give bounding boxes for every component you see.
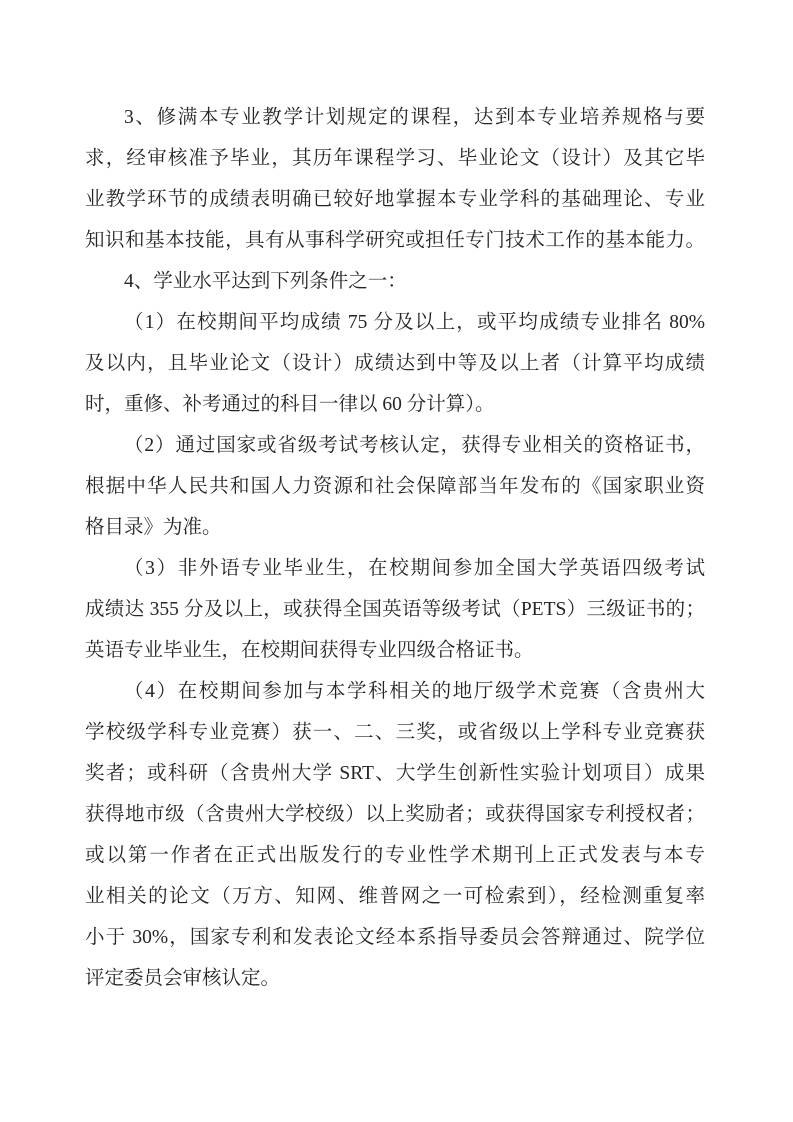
text-line: 业相关的论文（万方、知网、维普网之一可检索到），经检测重复率 (85, 886, 705, 907)
paragraph-item-4-heading (85, 261, 705, 302)
text-line: 学校级学科专业竞赛）获一、二、三奖，或省级以上学科专业竞赛获 (85, 722, 705, 743)
paragraph-item-4-sub-1 (85, 302, 705, 425)
text-line: 业教学环节的成绩表明确已较好地掌握本专业学科的基础理论、专业 (85, 189, 705, 210)
text-line: （4）在校期间参加与本学科相关的地厅级学术竞赛（含贵州大 (124, 681, 705, 702)
text-line: 或以第一作者在正式出版发行的专业性学术期刊上正式发表与本专 (85, 845, 705, 866)
text-line: 格目录》为准。 (85, 517, 222, 538)
text-line: 根据中华人民共和国人力资源和社会保障部当年发布的《国家职业资 (85, 476, 705, 497)
paragraph-item-4-sub-4 (85, 671, 705, 999)
text-line: 3、修满本专业教学计划规定的课程，达到本专业培养规格与要 (124, 107, 705, 128)
text-line: 奖者；或科研（含贵州大学 SRT、大学生创新性实验计划项目）成果 (85, 763, 705, 784)
text-line: 成绩达 355 分及以上，或获得全国英语等级考试（PETS）三级证书的； (85, 599, 705, 620)
text-line: 及以内，且毕业论文（设计）成绩达到中等及以上者（计算平均成绩 (85, 353, 705, 374)
text-line: 4、学业水平达到下列条件之一： (124, 271, 407, 292)
text-line: 英语专业毕业生，在校期间获得专业四级合格证书。 (85, 640, 534, 661)
document-body (85, 97, 705, 999)
text-line: （3）非外语专业毕业生，在校期间参加全国大学英语四级考试 (124, 558, 705, 579)
text-line: 时，重修、补考通过的科目一律以 60 分计算）。 (85, 394, 495, 415)
text-line: （2）通过国家或省级考试考核认定，获得专业相关的资格证书， (124, 435, 705, 456)
text-line: 获得地市级（含贵州大学校级）以上奖励者；或获得国家专利授权者； (85, 804, 705, 825)
paragraph-item-4-sub-3 (85, 548, 705, 671)
text-line: （1）在校期间平均成绩 75 分及以上，或平均成绩专业排名 80% (124, 312, 705, 333)
text-line: 小于 30%，国家专利和发表论文经本系指导委员会答辩通过、院学位 (85, 927, 705, 948)
text-line: 求，经审核准予毕业，其历年课程学习、毕业论文（设计）及其它毕 (85, 148, 705, 169)
text-line: 知识和基本技能，具有从事科学研究或担任专门技术工作的基本能力。 (85, 230, 705, 251)
text-line: 评定委员会审核认定。 (85, 968, 281, 989)
paragraph-item-4-sub-2 (85, 425, 705, 548)
paragraph-item-3 (85, 97, 705, 261)
